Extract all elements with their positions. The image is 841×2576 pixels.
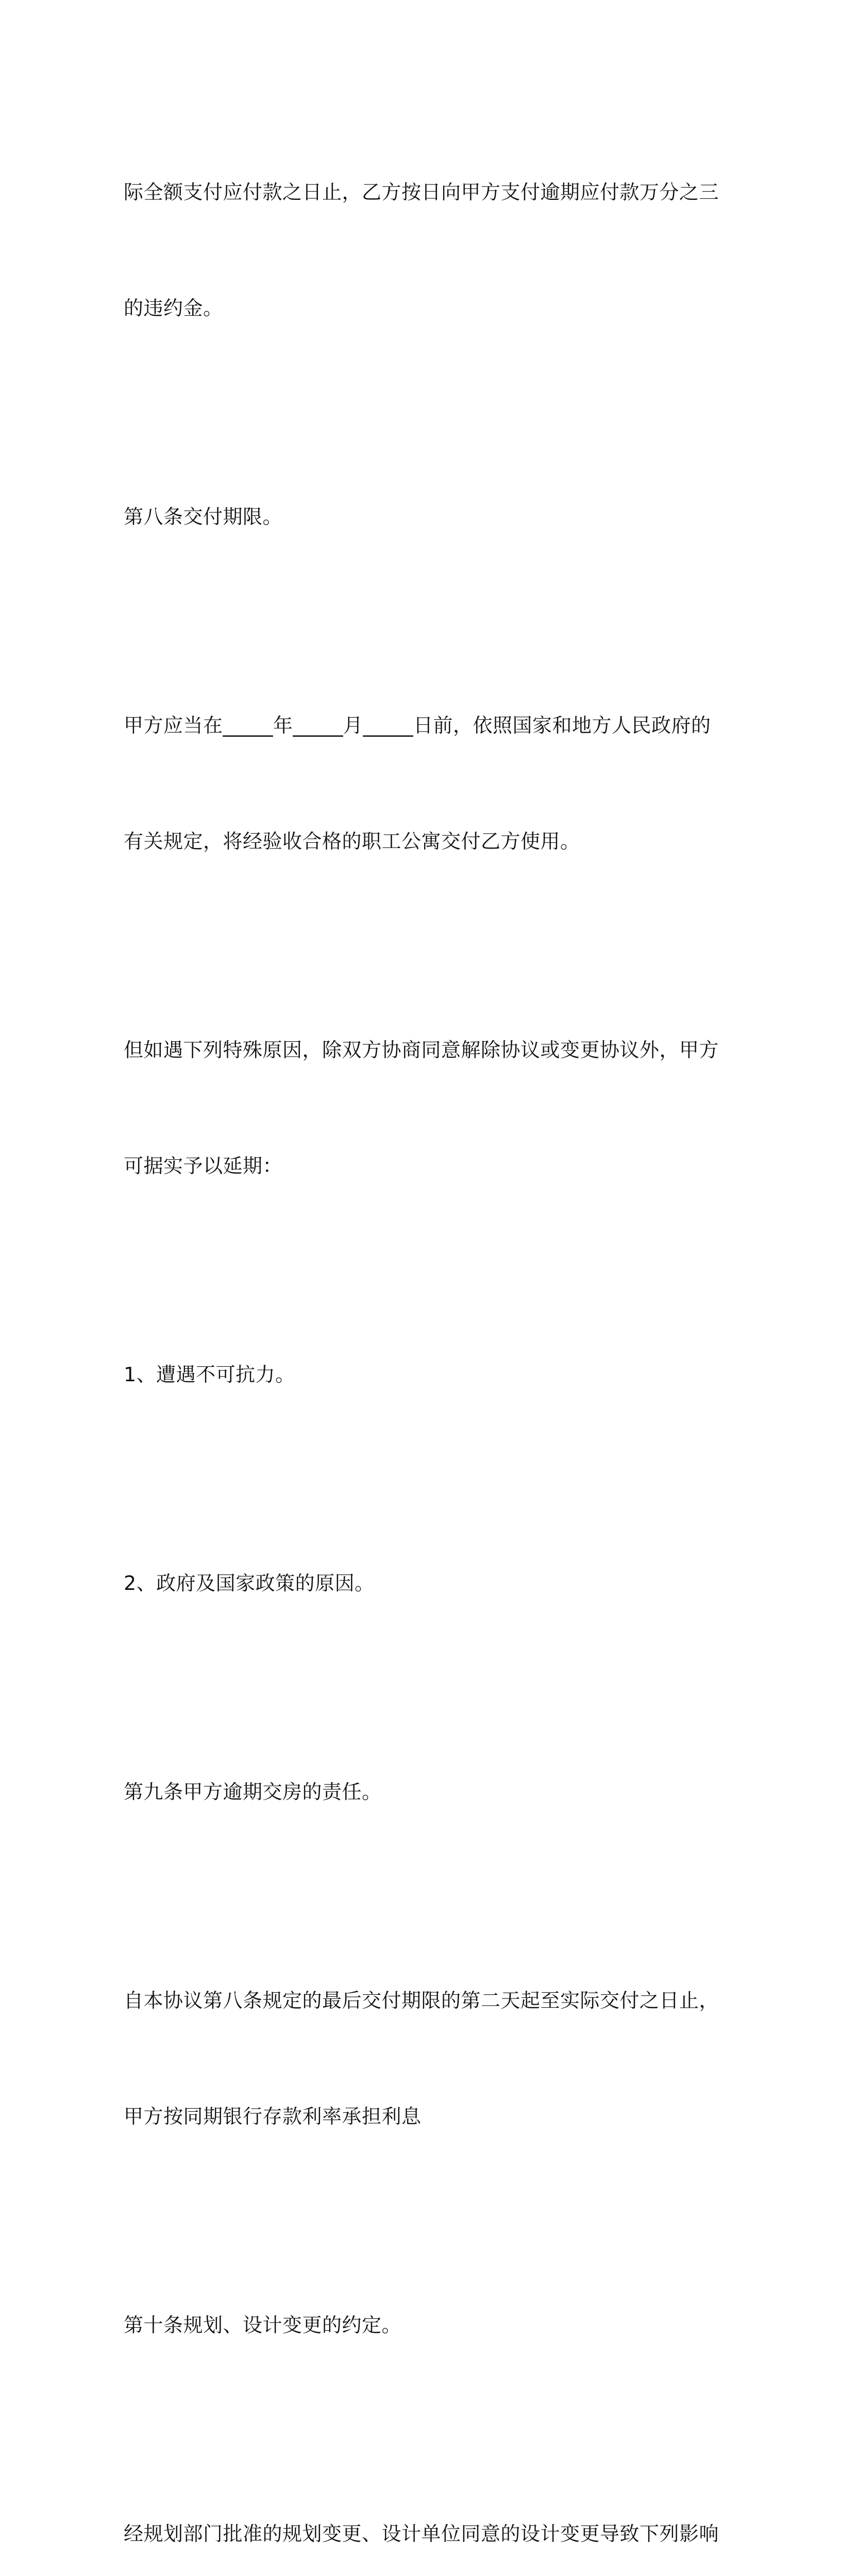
- text-line: 自本协议第八条规定的最后交付期限的第二天起至实际交付之日止，: [124, 1989, 719, 2012]
- heading-article-9: [124, 1696, 716, 1889]
- paragraph-design-change: [124, 2437, 719, 2576]
- text-line: 甲方应当在_____年_____月_____日前，依照国家和地方人民政府的: [124, 714, 711, 737]
- text-line: 际全额支付应付款之日止，乙方按日向甲方支付逾期应付款万分之三: [124, 181, 719, 204]
- document-body: [124, 96, 719, 2576]
- text-line: 的违约金。: [124, 297, 223, 319]
- paragraph-delivery-date: [124, 629, 716, 938]
- text-line: 2、政府及国家政策的原因。: [124, 1572, 375, 1595]
- text-line: 经规划部门批准的规划变更、设计单位同意的设计变更导致下列影响: [124, 2522, 719, 2545]
- paragraph-late-delivery: [124, 1904, 719, 2213]
- paragraph-overdue-payment: [124, 96, 719, 405]
- text-line: 但如遇下列特殊原因，除双方协商同意解除协议或变更协议外，甲方: [124, 1039, 719, 1061]
- text-line: 1、遭遇不可抗力。: [124, 1363, 295, 1386]
- heading-article-10: [124, 2229, 716, 2422]
- list-item-force-majeure: [124, 1278, 716, 1471]
- text-line: 可据实予以延期：: [124, 1155, 283, 1177]
- text-line: 第十条规划、设计变更的约定。: [124, 2314, 402, 2336]
- text-line: 第九条甲方逾期交房的责任。: [124, 1781, 382, 1803]
- paragraph-extension-causes: [124, 954, 719, 1263]
- heading-article-8: [124, 420, 716, 614]
- text-line: 甲方按同期银行存款利率承担利息: [124, 2105, 422, 2128]
- text-line: 第八条交付期限。: [124, 505, 283, 528]
- list-item-policy: [124, 1487, 716, 1680]
- text-line: 有关规定，将经验收合格的职工公寓交付乙方使用。: [124, 830, 580, 853]
